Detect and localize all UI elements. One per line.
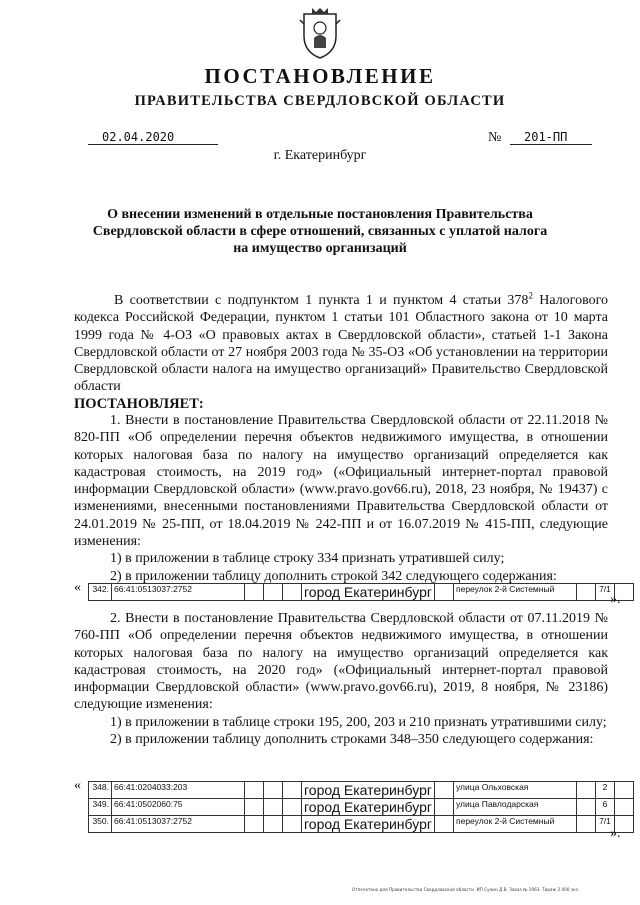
row-number: 349. bbox=[89, 799, 112, 816]
preamble-superscript: 2 bbox=[528, 290, 533, 301]
coat-of-arms-icon bbox=[298, 6, 342, 60]
table-row bbox=[89, 782, 634, 799]
city-cell: город Екатеринбург bbox=[302, 584, 435, 601]
street-cell: улица Ольховская bbox=[453, 782, 576, 799]
street-cell: переулок 2-й Системный bbox=[453, 816, 576, 833]
table-row bbox=[89, 816, 634, 833]
item-1 bbox=[74, 412, 608, 585]
house-cell: 6 bbox=[595, 799, 614, 816]
cadastral-number: 66:41:0513037:2752 bbox=[112, 816, 245, 833]
table-1-close-quote: ». bbox=[610, 592, 621, 607]
preamble bbox=[74, 292, 608, 413]
table-1-open-quote: « bbox=[74, 580, 81, 595]
city-cell: город Екатеринбург bbox=[302, 799, 435, 816]
row-number: 350. bbox=[89, 816, 112, 833]
print-footer: Отпечатано для Правительства Свердловской области. ИП Сунин Д.В. Заказ № 1963. Тираж 2 000 экз. bbox=[352, 887, 580, 892]
item-1-text: 1. Внести в постановление Правительства Свердловской области от 22.11.2018 № 820-ПП «Об определении перечня объектов недвижимого имущества, в отношении которых налоговая база по налогу на имущество организаций определяется как кадастровая стоимость, на 2019 год» («Официальный интернет-портал правовой информации Свердловской области» (www.pravo.gov66.ru), 2018, 23 ноября, № 19437) с изменениями, внесенными постановлениями Правительства Свердловской области от 24.01.2019 № 25-ПП, от 18.04.2019 № 242-ПП и от 16.07.2019 № 415-ПП, следующие изменения: bbox=[74, 413, 608, 550]
number-sign: № bbox=[488, 130, 502, 145]
city-cell: город Екатеринбург bbox=[302, 782, 435, 799]
item-2-sub-1: 1) в приложении в таблице строки 195, 200, 203 и 210 признать утратившими силу; bbox=[110, 714, 607, 730]
table-row bbox=[89, 799, 634, 816]
street-cell: улица Павлодарская bbox=[453, 799, 576, 816]
document-title: О внесении изменений в отдельные постановления Правительства Свердловской области в сфере отношений, связанных с уплатой налога на имущество организаций bbox=[92, 207, 548, 256]
city-cell: город Екатеринбург bbox=[302, 816, 435, 833]
resolves-heading: ПОСТАНОВЛЯЕТ: bbox=[74, 395, 204, 412]
row-number: 348. bbox=[89, 782, 112, 799]
item-1-sub-2: 2) в приложении таблицу дополнить строкой 342 следующего содержания: bbox=[110, 568, 557, 584]
street-cell: переулок 2-й Системный bbox=[453, 584, 576, 601]
house-cell: 7/1 bbox=[595, 584, 614, 601]
house-cell: 7/1 bbox=[595, 816, 614, 833]
row-number: 342. bbox=[89, 584, 112, 601]
issue-city: г. Екатеринбург bbox=[273, 148, 367, 163]
preamble-text-a: В соответствии с подпунктом 1 пункта 1 и пунктом 4 статьи 378 bbox=[114, 293, 529, 308]
document-number: 201-ПП bbox=[510, 130, 592, 145]
house-cell: 2 bbox=[595, 782, 614, 799]
cadastral-number: 66:41:0513037:2752 bbox=[112, 584, 245, 601]
table-1 bbox=[88, 583, 634, 601]
cadastral-number: 66:41:0502060:75 bbox=[112, 799, 245, 816]
item-1-sub-1: 1) в приложении в таблице строку 334 признать утратившей силу; bbox=[110, 551, 505, 567]
doc-type-heading: ПОСТАНОВЛЕНИЕ bbox=[204, 64, 436, 88]
item-2-sub-2: 2) в приложении таблицу дополнить строками 348–350 следующего содержания: bbox=[110, 732, 594, 748]
cadastral-number: 66:41:0204033:203 bbox=[112, 782, 245, 799]
item-2 bbox=[74, 610, 608, 748]
table-2-close-quote: ». bbox=[610, 826, 621, 841]
item-2-text: 2. Внести в постановление Правительства Свердловской области от 07.11.2019 № 760-ПП «Об определении перечня объектов недвижимого имущества, в отношении которых налоговая база по налогу на имущество организаций определяется как кадастровая стоимость, на 2020 год» («Официальный интернет-портал правовой информации Свердловской области» (www.pravo.gov66.ru), 2019, 8 ноября, № 23186) следующие изменения: bbox=[74, 611, 608, 713]
table-row bbox=[89, 584, 634, 601]
document-date: 02.04.2020 bbox=[88, 130, 218, 145]
preamble-text-b: Налогового кодекса Российской Федерации, пунктом 1 статьи 101 Областного закона от 10 марта 1999 года № 4-ОЗ «О правовых актах в Свердловской области», статьей 1-1 Закона Свердловской области от 27 ноября 2003 года № 35-ОЗ «Об установлении на территории Свердловской области налога на имущество организаций» Правительство Свердловской области bbox=[74, 293, 608, 395]
table-2 bbox=[88, 781, 634, 833]
table-2-open-quote: « bbox=[74, 778, 81, 793]
issuer-heading: ПРАВИТЕЛЬСТВА СВЕРДЛОВСКОЙ ОБЛАСТИ bbox=[134, 93, 506, 109]
